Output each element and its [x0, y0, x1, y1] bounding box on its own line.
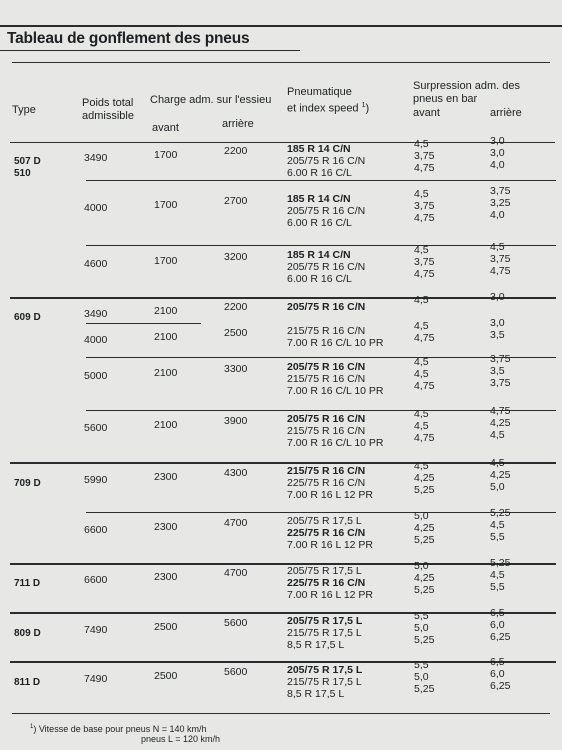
pressure-front-values: [414, 244, 434, 280]
pressure-front: 5,0: [414, 622, 429, 634]
pressure-front: 4,75: [414, 432, 435, 444]
charge-avant-value: 1700: [154, 149, 178, 161]
charge-avant-value: 2100: [154, 419, 178, 431]
pressure-front: 4,5: [414, 356, 429, 368]
tire-spec: 6.00 R 16 C/L: [287, 217, 352, 229]
row-separator: [10, 462, 556, 464]
header-poids: [82, 97, 134, 123]
pressure-rear-values: [490, 656, 510, 692]
pressure-rear-values: [490, 353, 510, 389]
charge-arriere-value: 2500: [224, 327, 248, 339]
pressure-rear: 4,5: [490, 241, 505, 253]
pressure-front: 5,5: [414, 610, 429, 622]
pressure-rear-values: [490, 557, 510, 593]
pressure-front: 4,75: [414, 162, 435, 174]
pressure-rear: 6,5: [490, 607, 505, 619]
row-separator: [86, 410, 556, 411]
pressure-rear: 4,75: [490, 265, 511, 277]
pressure-rear: 5,25: [490, 507, 511, 519]
header-bottom-rule: [10, 142, 555, 143]
page-title: Tableau de gonflement des pneus: [7, 30, 250, 47]
charge-avant-value: 2100: [154, 367, 178, 379]
pressure-front: 4,25: [414, 472, 435, 484]
poids-value: 5600: [84, 422, 108, 434]
poids-value: 4600: [84, 258, 108, 270]
charge-arriere-value: 5600: [224, 617, 248, 629]
pressure-rear: 3,75: [490, 353, 511, 365]
type-label: 510: [14, 168, 31, 179]
tire-spec: 215/75 R 16 C/N: [287, 373, 366, 385]
pressure-rear: 5,5: [490, 531, 505, 543]
charge-avant-value: 1700: [154, 255, 178, 267]
tire-spec: 215/75 R 16 C/N: [287, 425, 366, 437]
tire-spec: 7.00 R 16 C/L 10 PR: [287, 337, 384, 349]
type-label: 811 D: [14, 677, 41, 688]
header-charge: Charge adm. sur l'essieu: [150, 94, 272, 106]
tire-spec: 7.00 R 16 C/L 10 PR: [287, 385, 384, 397]
pressure-front-values: [414, 294, 429, 306]
pressure-rear: 4,25: [490, 417, 511, 429]
charge-arriere-value: 3300: [224, 363, 248, 375]
tire-list: [287, 664, 362, 700]
charge-avant-value: 2500: [154, 621, 178, 633]
pressure-rear-values: [490, 405, 510, 441]
pressure-front: 4,5: [414, 244, 429, 256]
header-type: Type: [12, 104, 36, 116]
header-pneu-line1: Pneumatique: [287, 86, 352, 98]
type-label: 609 D: [14, 312, 41, 323]
charge-arriere-value: 2200: [224, 301, 248, 313]
tire-spec: 6.00 R 16 C/L: [287, 273, 352, 285]
pressure-front: 4,5: [414, 138, 429, 150]
tire-spec: 205/75 R 17,5 L: [287, 515, 362, 527]
type-label: 809 D: [14, 628, 41, 639]
pressure-front: 4,75: [414, 380, 435, 392]
row-separator: [86, 323, 201, 324]
pressure-front-values: [414, 138, 434, 174]
pressure-rear: 4,5: [490, 569, 505, 581]
row-separator: [10, 661, 556, 663]
tire-list: [287, 301, 365, 313]
poids-value: 3490: [84, 308, 108, 320]
pressure-rear-values: [490, 291, 505, 303]
pressure-front: 5,25: [414, 683, 435, 695]
charge-arriere-value: 5600: [224, 666, 248, 678]
tire-spec: 7.00 R 16 L 12 PR: [287, 589, 373, 601]
tire-spec: 205/75 R 16 C/N: [287, 413, 366, 425]
pressure-front: 5,0: [414, 510, 429, 522]
pressure-front-values: [414, 356, 434, 392]
pressure-rear: 3,0: [490, 291, 505, 303]
header-surpression-avant: avant: [413, 107, 440, 119]
tire-list: [287, 565, 373, 601]
tire-spec: 7.00 R 16 L 12 PR: [287, 489, 373, 501]
header-charge-arriere: arrière: [222, 118, 254, 130]
pressure-rear-values: [490, 507, 510, 543]
pressure-rear: 4,5: [490, 519, 505, 531]
tire-list: [287, 249, 365, 285]
pressure-front-values: [414, 510, 434, 546]
pressure-front: 4,5: [414, 368, 429, 380]
tire-spec: 8,5 R 17,5 L: [287, 688, 345, 700]
pressure-rear: 6,25: [490, 631, 511, 643]
charge-arriere-value: 3900: [224, 415, 248, 427]
pressure-front: 5,25: [414, 534, 435, 546]
pressure-front: 5,25: [414, 584, 435, 596]
footnote-rule: [12, 713, 550, 714]
charge-avant-value: 2100: [154, 305, 178, 317]
header-surpression-arriere: arrière: [490, 107, 522, 119]
type-label: 709 D: [14, 478, 41, 489]
pressure-front: 5,0: [414, 560, 429, 572]
tire-spec: 7.00 R 16 L 12 PR: [287, 539, 373, 551]
poids-value: 4000: [84, 202, 108, 214]
pressure-front: 4,5: [414, 188, 429, 200]
footnote-line2: pneus L = 120 km/h: [141, 734, 220, 744]
pressure-front-values: [414, 320, 434, 344]
pressure-front: 4,5: [414, 320, 429, 332]
charge-avant-value: 2300: [154, 571, 178, 583]
charge-arriere-value: 3200: [224, 251, 248, 263]
footnote-line1: $^1$) Vitesse de base pour pneus N = 140 km/h: [30, 724, 207, 734]
poids-value: 5000: [84, 370, 108, 382]
footnote-mark: 1: [30, 724, 34, 730]
row-separator: [86, 512, 556, 513]
pressure-rear: 3,75: [490, 253, 511, 265]
row-separator: [10, 297, 556, 299]
tire-spec: 205/75 R 16 C/N: [287, 361, 366, 373]
pressure-front-values: [414, 408, 434, 444]
header-top-rule: [12, 62, 550, 63]
row-separator: [10, 563, 556, 565]
row-separator: [10, 612, 556, 614]
tire-spec: 185 R 14 C/N: [287, 143, 351, 155]
tire-spec: 185 R 14 C/N: [287, 193, 351, 205]
poids-value: 6600: [84, 574, 108, 586]
tire-list: [287, 325, 384, 349]
pressure-rear-values: [490, 135, 505, 171]
tire-spec: 205/75 R 16 C/N: [287, 155, 366, 167]
pressure-rear: 6,0: [490, 619, 505, 631]
pressure-rear: 3,75: [490, 185, 511, 197]
tire-spec: 225/75 R 16 C/N: [287, 577, 366, 589]
pressure-front-values: [414, 659, 434, 695]
pressure-rear: 3,0: [490, 135, 505, 147]
tire-spec: 205/75 R 16 C/N: [287, 205, 366, 217]
tire-spec: 205/75 R 17,5 L: [287, 664, 363, 676]
pressure-rear: 4,5: [490, 457, 505, 469]
tire-spec: 6.00 R 16 C/L: [287, 167, 352, 179]
pressure-front: 5,25: [414, 484, 435, 496]
poids-value: 5990: [84, 474, 108, 486]
type-label: 711 D: [14, 578, 41, 589]
tire-spec: 215/75 R 17,5 L: [287, 627, 362, 639]
pressure-rear: 5,25: [490, 557, 511, 569]
tire-spec: 205/75 R 17,5 L: [287, 615, 363, 627]
pressure-front-values: [414, 460, 434, 496]
pressure-front: 4,5: [414, 408, 429, 420]
charge-arriere-value: 2200: [224, 145, 248, 157]
tire-spec: 215/75 R 16 C/N: [287, 465, 366, 477]
pressure-rear: 5,0: [490, 481, 505, 493]
charge-avant-value: 2300: [154, 521, 178, 533]
tire-spec: 205/75 R 16 C/N: [287, 261, 366, 273]
pressure-front: 5,25: [414, 634, 435, 646]
title-underline: [0, 50, 300, 51]
pressure-rear-values: [490, 607, 510, 643]
pressure-rear: 3,0: [490, 317, 505, 329]
charge-avant-value: 1700: [154, 199, 178, 211]
pressure-front: 5,5: [414, 659, 429, 671]
charge-avant-value: 2500: [154, 670, 178, 682]
pressure-rear: 5,5: [490, 581, 505, 593]
charge-arriere-value: 4700: [224, 517, 248, 529]
header-charge-avant: avant: [152, 122, 179, 134]
header-surpression-line2: pneus en bar: [413, 93, 478, 105]
pressure-rear: 3,0: [490, 147, 505, 159]
row-separator: [86, 245, 556, 246]
charge-arriere-value: 4300: [224, 467, 248, 479]
pressure-rear-values: [490, 241, 510, 277]
poids-value: 7490: [84, 673, 108, 685]
charge-arriere-value: 2700: [224, 195, 248, 207]
pressure-front: 4,5: [414, 460, 429, 472]
tire-spec: 205/75 R 17,5 L: [287, 565, 362, 577]
pressure-front: 3,75: [414, 256, 435, 268]
pressure-rear: 3,5: [490, 329, 505, 341]
pressure-rear-values: [490, 185, 510, 221]
charge-avant-value: 2100: [154, 331, 178, 343]
pressure-rear: 4,5: [490, 429, 505, 441]
pressure-front-values: [414, 560, 434, 596]
row-separator: [86, 180, 556, 181]
tire-list: [287, 143, 365, 179]
tire-spec: 225/75 R 16 C/N: [287, 477, 366, 489]
pressure-rear: 3,5: [490, 365, 505, 377]
pressure-front: 4,75: [414, 212, 435, 224]
pressure-front: 4,75: [414, 268, 435, 280]
pressure-rear: 3,75: [490, 377, 511, 389]
poids-value: 4000: [84, 334, 108, 346]
pressure-rear: 4,75: [490, 405, 511, 417]
tire-list: [287, 413, 384, 449]
header-poids-line1: Poids total: [82, 97, 134, 109]
row-separator: [86, 357, 556, 358]
type-label: 507 D: [14, 156, 41, 167]
charge-avant-value: 2300: [154, 471, 178, 483]
tire-list: [287, 615, 362, 651]
pressure-rear: 6,25: [490, 680, 511, 692]
tire-spec: 7.00 R 16 C/L 10 PR: [287, 437, 384, 449]
poids-value: 6600: [84, 524, 108, 536]
header-surpression-line1: Surpression adm. des: [413, 80, 520, 92]
tire-spec: 8,5 R 17,5 L: [287, 639, 345, 651]
pressure-front: 4,75: [414, 332, 435, 344]
pressure-rear: 6,5: [490, 656, 505, 668]
header-surpression: [413, 80, 520, 106]
pressure-front: 3,75: [414, 150, 435, 162]
tire-list: [287, 193, 365, 229]
pressure-rear: 4,0: [490, 159, 505, 171]
pressure-front-values: [414, 188, 434, 224]
tire-spec: 185 R 14 C/N: [287, 249, 351, 261]
tire-list: [287, 361, 384, 397]
pressure-rear: 6,0: [490, 668, 505, 680]
poids-value: 7490: [84, 624, 108, 636]
header-poids-line2: admissible: [82, 110, 134, 122]
tire-spec: 215/75 R 17,5 L: [287, 676, 362, 688]
tire-list: [287, 515, 373, 551]
pressure-rear: 4,25: [490, 469, 511, 481]
title-rule: [0, 25, 562, 27]
pressure-rear-values: [490, 317, 505, 341]
pressure-rear: 4,0: [490, 209, 505, 221]
pressure-front: 4,25: [414, 572, 435, 584]
poids-value: 3490: [84, 152, 108, 164]
header-pneu-line2: et index speed $^1$): [287, 102, 370, 115]
pressure-rear-values: [490, 457, 510, 493]
pressure-front: 4,5: [414, 294, 429, 306]
pressure-front: 3,75: [414, 200, 435, 212]
header-pneumatique: [287, 86, 369, 116]
pressure-front: 4,5: [414, 420, 429, 432]
pressure-front: 5,0: [414, 671, 429, 683]
tire-list: [287, 465, 373, 501]
tire-spec: 205/75 R 16 C/N: [287, 301, 366, 313]
tire-spec: 225/75 R 16 C/N: [287, 527, 366, 539]
charge-arriere-value: 4700: [224, 567, 248, 579]
pressure-rear: 3,25: [490, 197, 511, 209]
pressure-front: 4,25: [414, 522, 435, 534]
tire-spec: 215/75 R 16 C/N: [287, 325, 366, 337]
pressure-front-values: [414, 610, 434, 646]
